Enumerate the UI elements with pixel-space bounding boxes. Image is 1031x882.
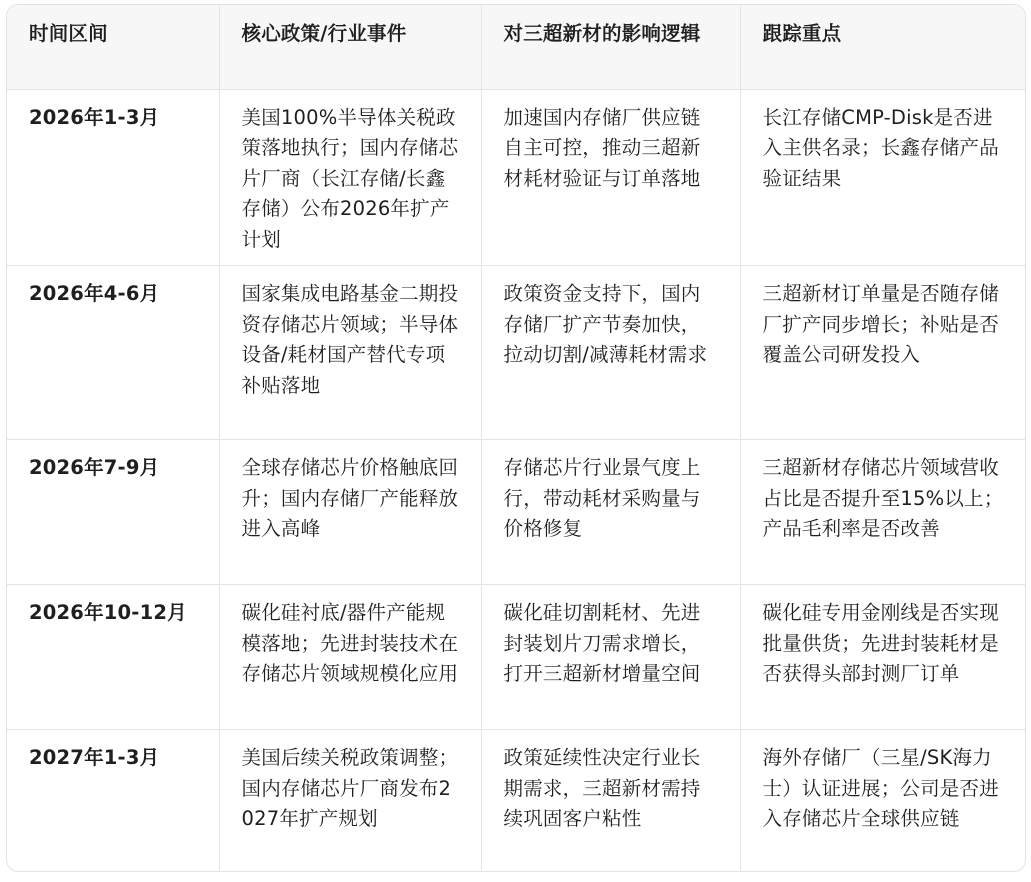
table-body [7, 89, 1026, 872]
cell-focus: 长江存储CMP-Disk是否进入主供名录；长鑫存储产品验证结果 [740, 89, 1026, 266]
cell-event: 美国100%半导体关税政策落地执行；国内存储芯片厂商（长江存储/长鑫存储）公布2026年扩产计划 [219, 89, 481, 266]
table-row [7, 730, 1026, 873]
table-row [7, 266, 1026, 440]
cell-period: 2026年4-6月 [7, 266, 219, 440]
cell-event: 碳化硅衬底/器件产能规模落地；先进封装技术在存储芯片领域规模化应用 [219, 585, 481, 730]
cell-period: 2026年7-9月 [7, 440, 219, 585]
table-row [7, 585, 1026, 730]
cell-event: 全球存储芯片价格触底回升；国内存储厂产能释放进入高峰 [219, 440, 481, 585]
cell-focus: 三超新材存储芯片领域营收占比是否提升至15%以上；产品毛利率是否改善 [740, 440, 1026, 585]
header-period: 时间区间 [7, 5, 219, 89]
cell-period: 2026年10-12月 [7, 585, 219, 730]
cell-event: 美国后续关税政策调整；国内存储芯片厂商发布2027年扩产规划 [219, 730, 481, 873]
policy-timeline-table-container [6, 4, 1026, 872]
cell-impact: 存储芯片行业景气度上行，带动耗材采购量与价格修复 [481, 440, 740, 585]
header-impact: 对三超新材的影响逻辑 [481, 5, 740, 89]
policy-timeline-table [7, 5, 1026, 872]
header-focus: 跟踪重点 [740, 5, 1026, 89]
header-row [7, 5, 1026, 89]
cell-focus: 三超新材订单量是否随存储厂扩产同步增长；补贴是否覆盖公司研发投入 [740, 266, 1026, 440]
table-row [7, 440, 1026, 585]
cell-event: 国家集成电路基金二期投资存储芯片领域；半导体设备/耗材国产替代专项补贴落地 [219, 266, 481, 440]
cell-impact: 加速国内存储厂供应链自主可控，推动三超新材耗材验证与订单落地 [481, 89, 740, 266]
cell-period: 2026年1-3月 [7, 89, 219, 266]
cell-impact: 政策资金支持下，国内存储厂扩产节奏加快，拉动切割/减薄耗材需求 [481, 266, 740, 440]
table-header [7, 5, 1026, 89]
cell-focus: 碳化硅专用金刚线是否实现批量供货；先进封装耗材是否获得头部封测厂订单 [740, 585, 1026, 730]
header-event: 核心政策/行业事件 [219, 5, 481, 89]
table-row [7, 89, 1026, 266]
cell-impact: 政策延续性决定行业长期需求，三超新材需持续巩固客户粘性 [481, 730, 740, 873]
cell-focus: 海外存储厂（三星/SK海力士）认证进展；公司是否进入存储芯片全球供应链 [762, 746, 999, 830]
cell-period: 2027年1-3月 [7, 730, 219, 873]
cell-impact: 碳化硅切割耗材、先进封装划片刀需求增长，打开三超新材增量空间 [481, 585, 740, 730]
